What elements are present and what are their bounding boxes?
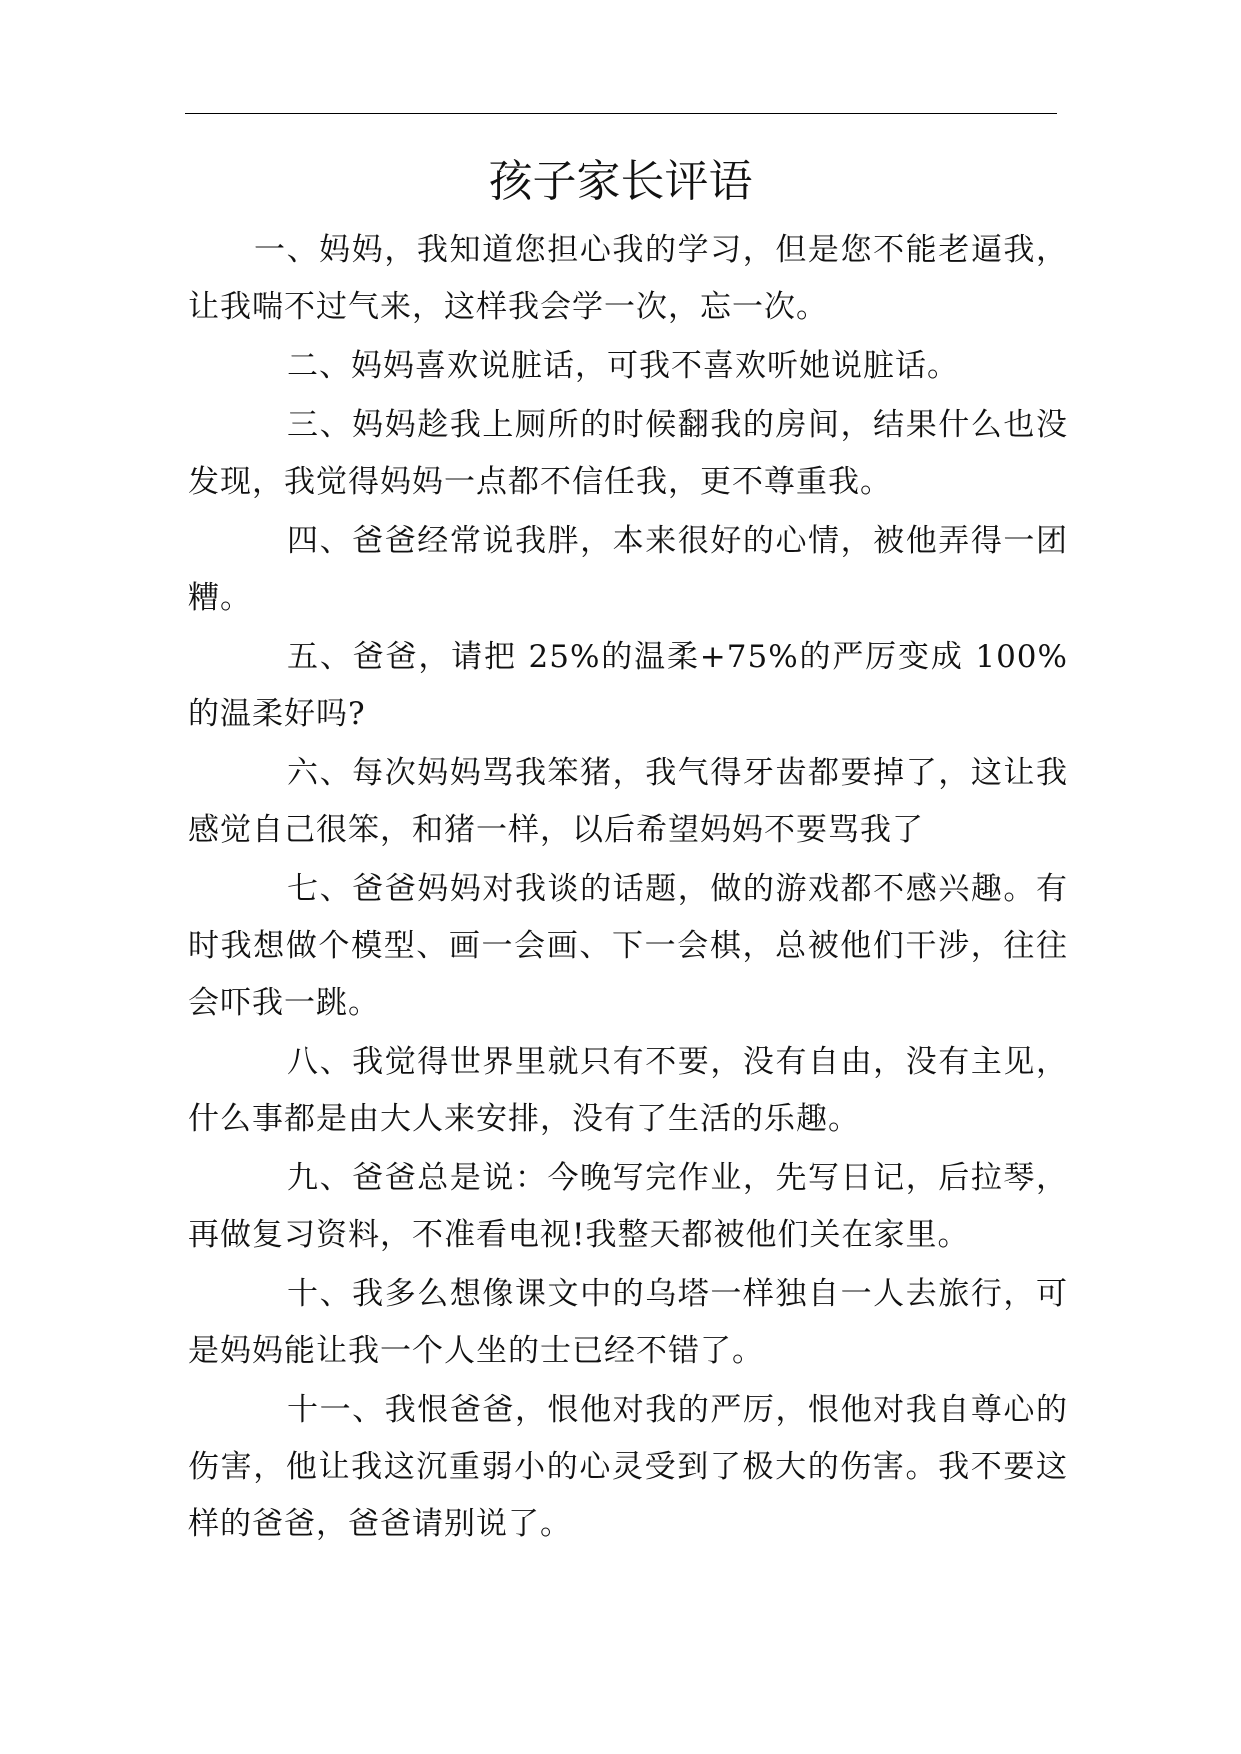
paragraph-11: 十一、我恨爸爸，恨他对我的严厉，恨他对我自尊心的伤害，他让我这沉重弱小的心灵受到了极大的伤害。我不要这样的爸爸，爸爸请别说了。 [188,1392,1068,1542]
document-body [188,222,1068,1555]
paragraph-3: 三、妈妈趁我上厕所的时候翻我的房间，结果什么也没发现，我觉得妈妈一点都不信任我，更不尊重我。 [188,407,1068,500]
paragraph-1: 一、妈妈，我知道您担心我的学习，但是您不能老逼我，让我喘不过气来，这样我会学一次，忘一次。 [188,232,1068,325]
paragraph-10: 十、我多么想像课文中的乌塔一样独自一人去旅行，可是妈妈能让我一个人坐的士已经不错了。 [188,1276,1068,1369]
paragraph-5: 五、爸爸，请把 25%的温柔+75%的严厉变成 100%的温柔好吗? [188,639,1068,732]
document-title: 孩子家长评语 [488,156,753,207]
paragraph-4: 四、爸爸经常说我胖，本来很好的心情，被他弄得一团糟。 [188,523,1068,616]
paragraph-8: 八、我觉得世界里就只有不要，没有自由，没有主见，什么事都是由大人来安排，没有了生活的乐趣。 [188,1044,1068,1137]
paragraph-6: 六、每次妈妈骂我笨猪，我气得牙齿都要掉了，这让我感觉自己很笨，和猪一样，以后希望妈妈不要骂我了 [188,755,1068,848]
paragraph-2: 二、妈妈喜欢说脏话，可我不喜欢听她说脏话。 [287,348,959,384]
paragraph-9: 九、爸爸总是说：今晚写完作业，先写日记，后拉琴，再做复习资料，不准看电视!我整天都被他们关在家里。 [188,1160,1068,1253]
paragraph-7: 七、爸爸妈妈对我谈的话题，做的游戏都不感兴趣。有时我想做个模型、画一会画、下一会棋，总被他们干涉，往往会吓我一跳。 [188,871,1068,1021]
header-rule [185,113,1057,114]
